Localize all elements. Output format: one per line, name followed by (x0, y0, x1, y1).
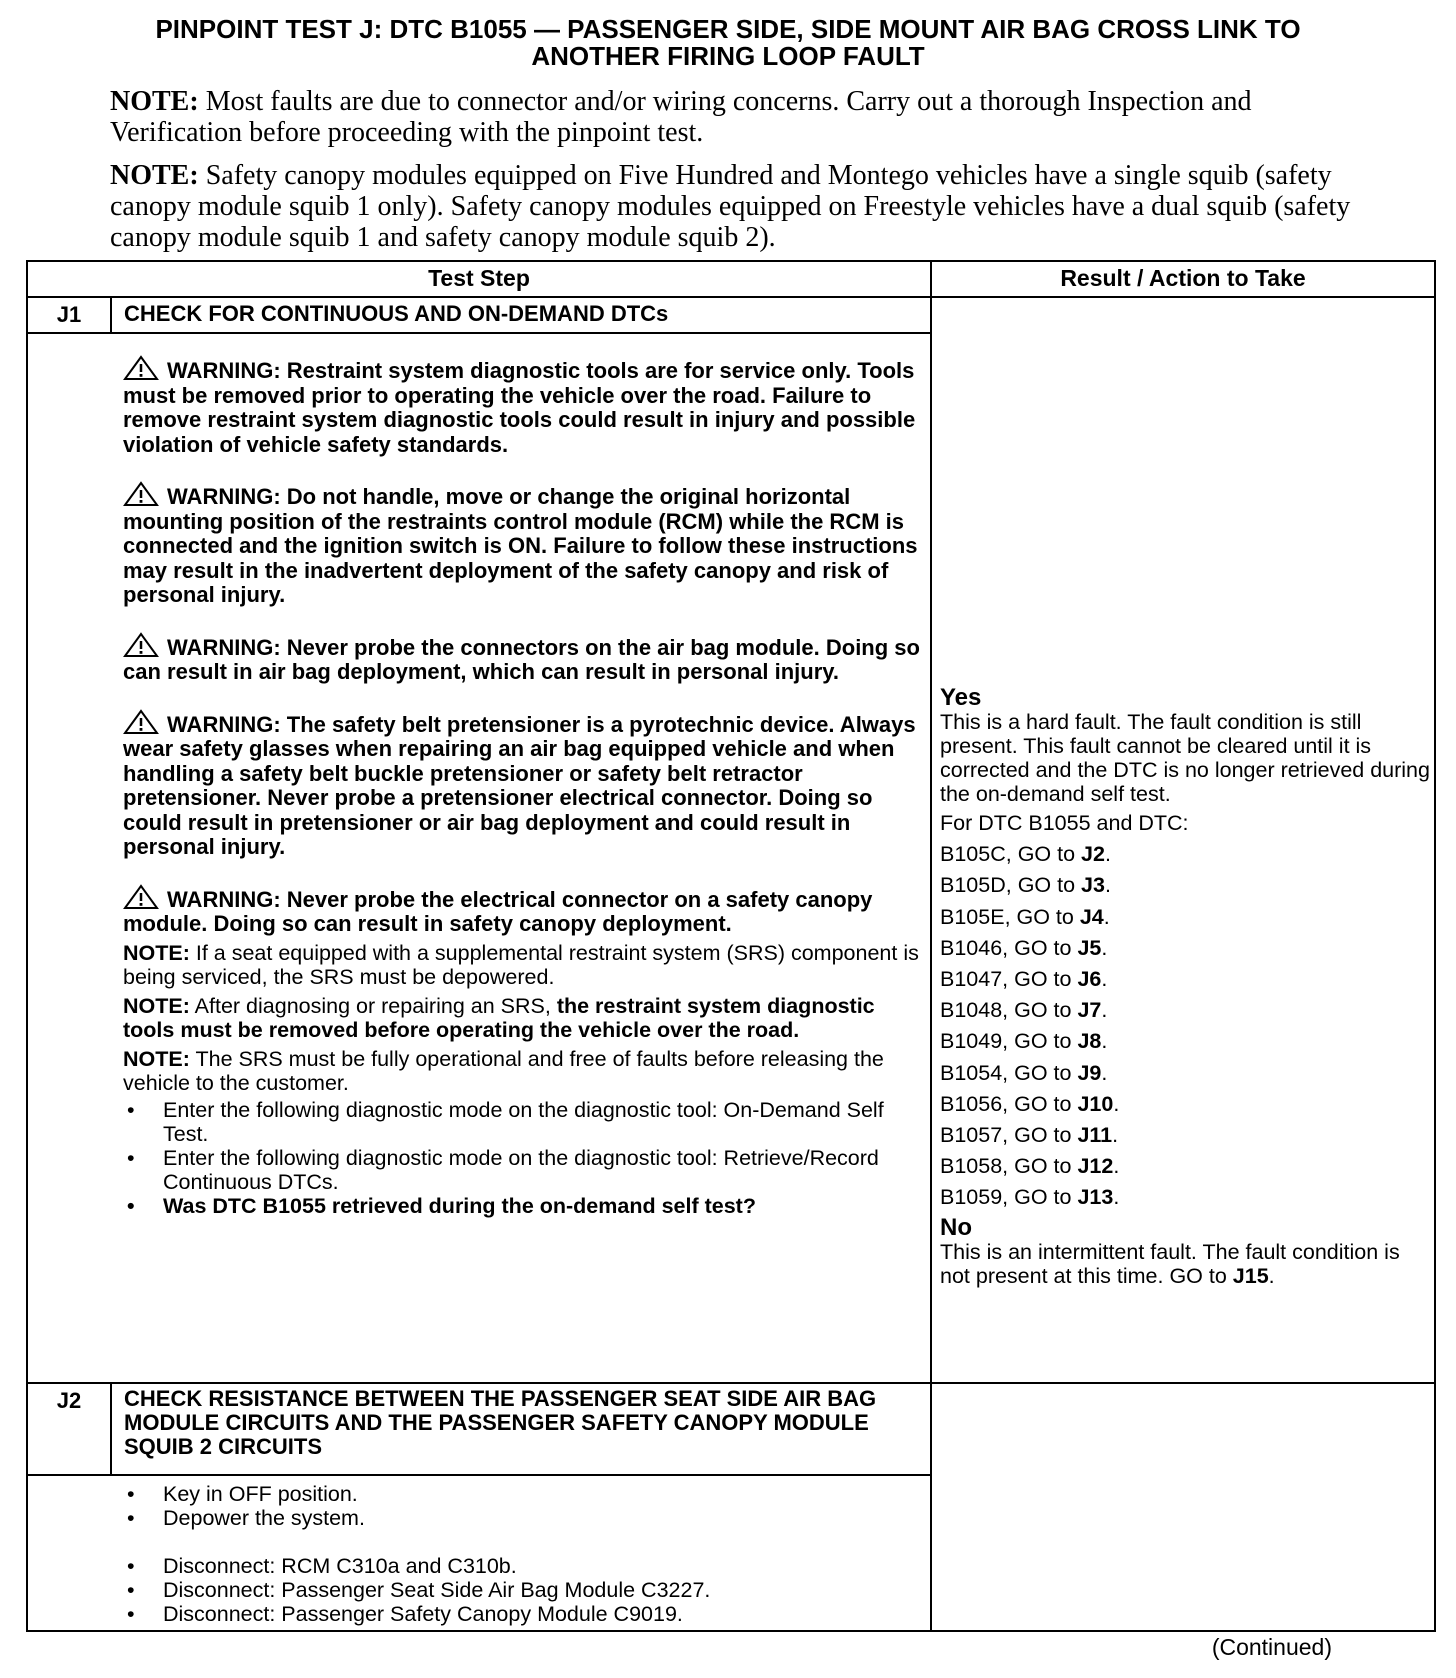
table-border-top (26, 260, 1436, 262)
bullet: • (127, 1145, 135, 1170)
j2-title-divider (26, 1474, 932, 1476)
step-id-j1: J1 (56, 302, 82, 327)
warning-triangle-icon (123, 884, 159, 910)
warning-1 (123, 355, 923, 457)
yes-text: This is a hard fault. The fault condition is still present. This fault cannot be cleared until it is corrected and the DTC is no longer retrieved during the on-demand self test. (940, 710, 1430, 806)
dtc-route-row: B1056, GO to J10. (940, 1091, 1120, 1116)
dtc-code: B1056 (940, 1091, 1003, 1116)
title-line-1: PINPOINT TEST J: DTC B1055 — PASSENGER SIDE, SIDE MOUNT AIR BAG CROSS LINK TO (155, 14, 1301, 44)
for-dtc-text: For DTC B1055 and DTC: (940, 811, 1189, 835)
dtc-routes (940, 808, 1430, 1213)
dtc-route-row: B1049, GO to J8. (940, 1029, 1108, 1054)
bullet-text: Depower the system. (163, 1506, 365, 1530)
table-border-right (1434, 260, 1436, 1632)
list-item (123, 1482, 923, 1506)
dtc-route-row: B105C, GO to J2. (940, 842, 1111, 867)
note-label: NOTE: (110, 86, 199, 117)
go-to-text: , GO to (1005, 873, 1082, 898)
go-to-text: , GO to (1002, 935, 1078, 960)
dtc-code: B1047 (940, 966, 1003, 991)
dtc-code: B1059 (940, 1185, 1003, 1210)
header-result: Result / Action to Take (1060, 265, 1306, 291)
go-to-text: , GO to (1002, 1029, 1078, 1054)
note-label: NOTE: (123, 1046, 190, 1071)
title-line-2: ANOTHER FIRING LOOP FAULT (531, 41, 925, 71)
j1-id-divider (110, 296, 112, 334)
dtc-route-row: B105D, GO to J3. (940, 873, 1111, 898)
bullet: • (127, 1554, 135, 1578)
j1-instructions (123, 355, 923, 1218)
bullet: • (127, 1193, 135, 1218)
note-text: Safety canopy modules equipped on Five Hundred and Montego vehicles have a single squib (safety canopy module squib 1 only). Safety canopy modules equipped on Freestyle vehicles have a dual squib (safety canopy module squib 1 and safety canopy module squib 2). (110, 160, 1351, 253)
dtc-code: B1057 (940, 1122, 1003, 1147)
dtc-code: B1048 (940, 998, 1003, 1023)
bullet-text: Disconnect: RCM C310a and C310b. (163, 1554, 517, 1578)
warning-triangle-icon (123, 481, 159, 507)
go-to-text: , GO to (1005, 842, 1082, 867)
no-text: This is an intermittent fault. The fault condition is not present at this time. GO to (940, 1240, 1400, 1289)
dtc-code: B1058 (940, 1154, 1003, 1179)
dtc-code: B1046 (940, 935, 1003, 960)
j1-note-2 (123, 994, 923, 1043)
bullet: • (127, 1602, 135, 1626)
warning-text: WARNING: Restraint system diagnostic tools are for service only. Tools must be removed prior to operating the vehicle over the road. Failure to remove restraint system diagnostic tools could result in injury and possible violation of vehicle safety standards. (123, 358, 916, 457)
j1-j2-divider (26, 1382, 1436, 1384)
goto-step-link[interactable]: J13 (1077, 1185, 1114, 1210)
note-text: After diagnosing or repairing an SRS, (189, 993, 557, 1018)
j1-note-1 (123, 941, 923, 990)
goto-step-link[interactable]: J11 (1077, 1122, 1113, 1147)
step-title-j2: CHECK RESISTANCE BETWEEN THE PASSENGER SEAT SIDE AIR BAG MODULE CIRCUITS AND THE PASSENGER SAFETY CANOPY MODULE SQUIB 2 CIRCUITS (124, 1386, 877, 1459)
dtc-route-row: B1057, GO to J11. (940, 1122, 1119, 1147)
no-label: No (940, 1214, 972, 1242)
bullet-text: Disconnect: Passenger Seat Side Air Bag Module C3227. (163, 1578, 711, 1602)
dtc-route-row: B1046, GO to J5. (940, 935, 1108, 960)
goto-step-link[interactable]: J8 (1077, 1029, 1102, 1054)
warning-2 (123, 481, 923, 608)
warning-triangle-icon (123, 355, 159, 381)
note-bold-text: the restraint system diagnostic tools must be removed before operating the vehicle over the road. (123, 993, 875, 1042)
warning-triangle-icon (123, 632, 159, 658)
list-item (123, 1602, 923, 1626)
j2-id-divider (110, 1382, 112, 1476)
bullet: • (127, 1482, 135, 1506)
goto-step-link[interactable]: J2 (1081, 842, 1105, 867)
goto-step-link[interactable]: J15 (1232, 1264, 1269, 1289)
goto-step-link[interactable]: J3 (1081, 873, 1105, 898)
dtc-code: B105E (940, 904, 1005, 929)
table-border-bottom (26, 1630, 1436, 1632)
intro-note-2 (110, 160, 1360, 253)
dtc-route-row: B1058, GO to J12. (940, 1154, 1120, 1179)
note-label: NOTE: (123, 940, 190, 965)
bullet: • (127, 1097, 135, 1122)
step-id-j2: J2 (56, 1388, 82, 1413)
dtc-route-row: B105E, GO to J4. (940, 904, 1110, 929)
note-text: If a seat equipped with a supplemental restraint system (SRS) component is being serviced, the SRS must be depowered. (123, 940, 919, 989)
j1-result (940, 685, 1430, 1288)
list-item (123, 1578, 923, 1602)
warning-text: WARNING: Do not handle, move or change the original horizontal mounting position of the restraints control module (RCM) while the RCM is connected and the ignition switch is ON. Failure to follow these instructions may result in the inadvertent deployment of the safety canopy and risk of personal injury. (123, 484, 918, 607)
question-text: Was DTC B1055 retrieved during the on-demand self test? (163, 1193, 756, 1218)
dtc-route-row: B1054, GO to J9. (940, 1060, 1108, 1085)
note-label: NOTE: (123, 993, 190, 1018)
go-to-text: , GO to (1002, 1122, 1078, 1147)
dtc-code: B1049 (940, 1029, 1003, 1054)
dtc-route-row: B1059, GO to J13. (940, 1185, 1120, 1210)
go-to-text: , GO to (1002, 998, 1078, 1023)
bullet: • (127, 1506, 135, 1530)
page-title (60, 16, 1396, 70)
table-border-left (26, 260, 28, 1632)
goto-step-link[interactable]: J6 (1077, 966, 1102, 991)
note-label: NOTE: (110, 160, 199, 191)
header-divider (26, 296, 1436, 298)
warning-3 (123, 632, 923, 685)
bullet-text: Key in OFF position. (163, 1482, 358, 1506)
list-item (123, 1098, 923, 1146)
goto-step-link[interactable]: J5 (1077, 935, 1102, 960)
go-to-text: , GO to (1004, 904, 1080, 929)
j1-title-divider (26, 332, 932, 334)
note-text: Most faults are due to connector and/or wiring concerns. Carry out a thorough Inspection and Verification before proceeding with the pinpoint test. (110, 86, 1252, 148)
goto-step-link[interactable]: J12 (1077, 1154, 1114, 1179)
go-to-text: , GO to (1002, 1154, 1078, 1179)
bullet: • (127, 1578, 135, 1602)
continued-label: (Continued) (1211, 1634, 1332, 1660)
list-item (123, 1506, 923, 1530)
bullet-text: Enter the following diagnostic mode on the diagnostic tool: Retrieve/Record Continuous DTCs. (163, 1145, 879, 1194)
dtc-route-row: B1048, GO to J7. (940, 998, 1108, 1023)
column-divider (930, 260, 932, 1632)
go-to-text: , GO to (1002, 1091, 1078, 1116)
bullet-text: Enter the following diagnostic mode on the diagnostic tool: On-Demand Self Test. (163, 1097, 884, 1146)
yes-label: Yes (940, 684, 982, 711)
list-item-question (123, 1194, 923, 1218)
no-text-block: This is an intermittent fault. The fault condition is not present at this time. GO to J15. (940, 1240, 1400, 1289)
bullet-text: Disconnect: Passenger Safety Canopy Module C9019. (163, 1602, 683, 1626)
goto-step-link[interactable]: J7 (1077, 998, 1102, 1023)
dtc-code: B105C (940, 842, 1006, 867)
warning-text: WARNING: Never probe the electrical connector on a safety canopy module. Doing so can result in safety canopy deployment. (123, 886, 873, 936)
j2-instructions (123, 1482, 923, 1626)
goto-step-link[interactable]: J4 (1079, 904, 1104, 929)
j1-note-3 (123, 1047, 923, 1096)
warning-text: WARNING: Never probe the connectors on the air bag module. Doing so can result in air bag deployment, which can result in personal injury. (123, 634, 920, 684)
go-to-text: , GO to (1002, 1185, 1078, 1210)
list-item (123, 1554, 923, 1578)
warning-text: WARNING: The safety belt pretensioner is a pyrotechnic device. Always wear safety glasses when repairing an air bag equipped vehicle and when handling a safety belt buckle pretensioner or safety belt retractor pretensioner. Never probe a pretensioner electrical connector. Doing so could result in pretensioner or air bag deployment and could result in personal injury. (123, 711, 916, 859)
list-item (123, 1146, 923, 1194)
dtc-code: B1054 (940, 1060, 1003, 1085)
step-title-j1: CHECK FOR CONTINUOUS AND ON-DEMAND DTCs (124, 301, 669, 326)
dtc-route-row: B1047, GO to J6. (940, 966, 1108, 991)
note-text: The SRS must be fully operational and free of faults before releasing the vehicle to the customer. (123, 1046, 884, 1095)
warning-5 (123, 884, 923, 937)
header-test-step: Test Step (428, 265, 530, 291)
warning-triangle-icon (123, 709, 159, 735)
warning-4 (123, 709, 923, 860)
goto-step-link[interactable]: J10 (1077, 1091, 1114, 1116)
intro-note-1 (110, 86, 1360, 148)
go-to-text: , GO to (1002, 966, 1078, 991)
dtc-code: B105D (940, 873, 1006, 898)
go-to-text: , GO to (1002, 1060, 1078, 1085)
goto-step-link[interactable]: J9 (1077, 1060, 1102, 1085)
